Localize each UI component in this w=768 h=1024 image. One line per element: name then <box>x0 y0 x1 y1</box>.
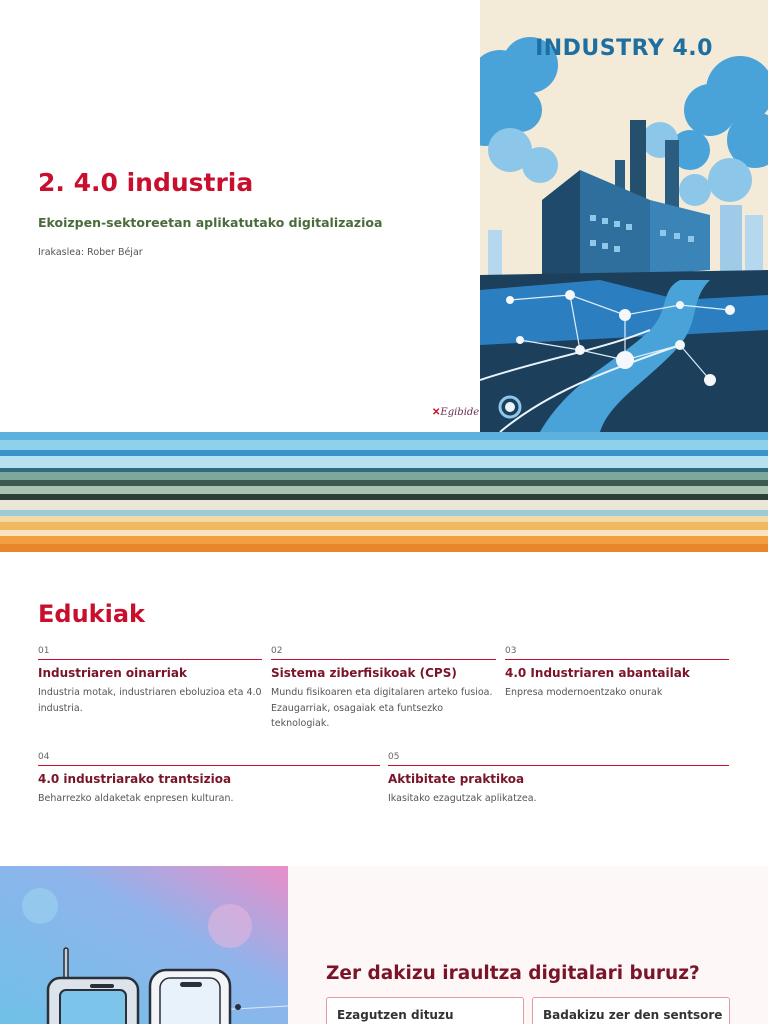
question-box-2 <box>532 997 730 1024</box>
item-number: 02 <box>271 646 283 656</box>
question-title: Zer dakizu iraultza digitalari buruz? <box>326 963 700 984</box>
item-title: 4.0 Industriaren abantailak <box>505 666 690 680</box>
contents-slide <box>0 552 768 866</box>
divider <box>388 765 729 766</box>
phones-illustration-image <box>0 866 288 1024</box>
slide-subtitle: Ekoizpen-sektoreetan aplikatutako digitalizazioa <box>38 215 383 230</box>
item-number: 05 <box>388 752 400 762</box>
divider <box>38 765 380 766</box>
item-description: Ikasitako ezagutzak aplikatzea. <box>388 793 537 804</box>
contents-title: Edukiak <box>38 600 146 628</box>
content-item-1 <box>38 646 262 716</box>
industry-poster-image <box>480 0 768 432</box>
item-number: 01 <box>38 646 50 656</box>
item-description: Industria motak, industriaren eboluzioa eta 4.0 industria. <box>38 687 262 714</box>
item-description: Mundu fisikoaren eta digitalaren arteko fusioa. Ezaugarriak, osagaiak eta funtsezko teknologiak. <box>271 687 493 729</box>
item-title: 4.0 industriarako trantsizioa <box>38 772 232 786</box>
question-box-label: Ezagutzen dituzu <box>337 1008 454 1022</box>
title-slide <box>0 0 768 432</box>
item-title: Sistema ziberfisikoak (CPS) <box>271 666 457 680</box>
divider <box>505 659 729 660</box>
question-slide <box>0 866 768 1024</box>
content-item-5 <box>388 752 729 807</box>
teacher-name: Irakaslea: Rober Béjar <box>38 247 143 258</box>
content-item-3 <box>505 646 729 701</box>
item-title: Aktibitate praktikoa <box>388 772 525 786</box>
divider <box>38 659 262 660</box>
decorative-stripes-image <box>0 432 768 552</box>
slide-title: 2. 4.0 industria <box>38 168 254 197</box>
item-description: Beharrezko aldaketak enpresen kulturan. <box>38 793 234 804</box>
item-description: Enpresa modernoentzako onurak <box>505 687 663 698</box>
question-box-1 <box>326 997 524 1024</box>
divider <box>271 659 496 660</box>
item-number: 03 <box>505 646 517 656</box>
content-item-4 <box>38 752 380 807</box>
content-item-2 <box>271 646 496 732</box>
egibide-logo: ✕Egibide <box>432 407 480 418</box>
question-box-label: Badakizu zer den sentsore <box>543 1008 723 1022</box>
poster-title: INDUSTRY 4.0 <box>535 36 713 61</box>
item-number: 04 <box>38 752 50 762</box>
item-title: Industriaren oinarriak <box>38 666 187 680</box>
